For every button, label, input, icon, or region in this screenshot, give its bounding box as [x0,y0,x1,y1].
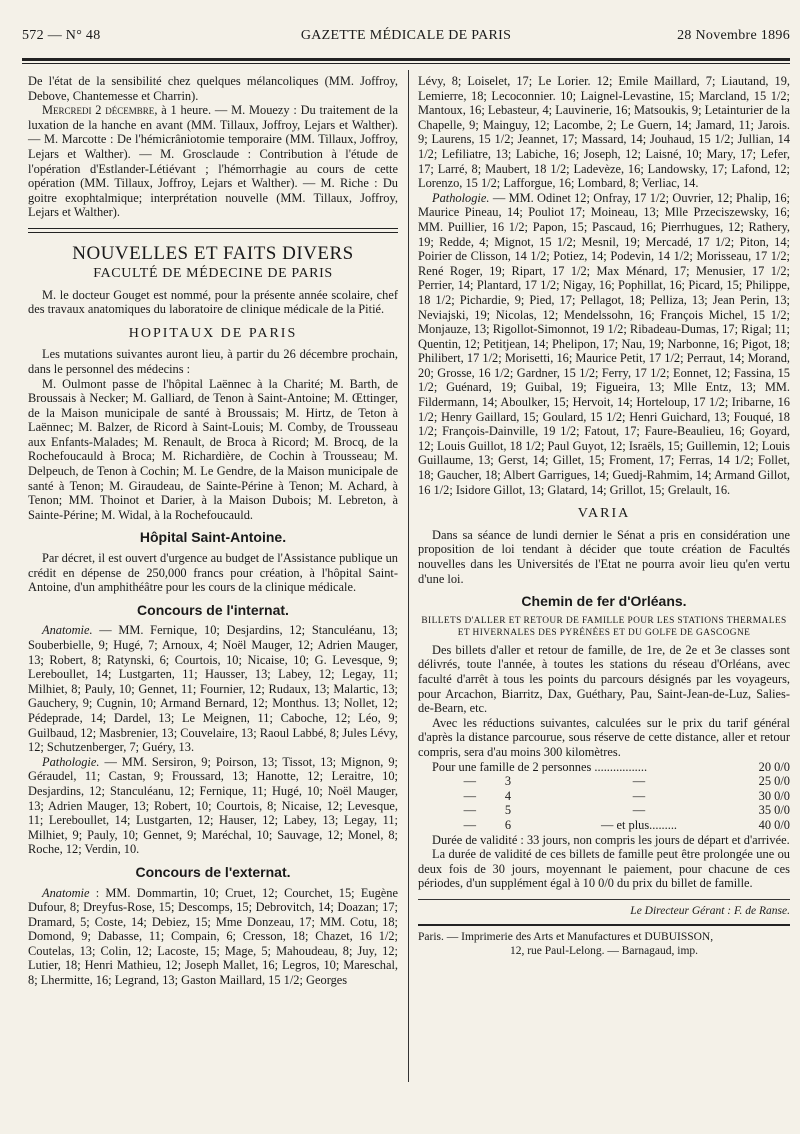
internat-pathologie [28,755,398,857]
fare-row: — 5 — 35 0/0 [463,803,790,818]
header-rule-thin [22,63,790,64]
faculty-paragraph: M. le docteur Gouget est nommé, pour la présente année scolaire, chef des travaux anatomiques du laboratoire de clinique médicale de la Pitié. [28,287,398,317]
section-double-rule [28,228,398,233]
director-signature: Le Directeur Gérant : F. de Ranse. [418,899,790,919]
orleans-subheading: BILLETS D'ALLER ET RETOUR DE FAMILLE POUR LES STATIONS THERMALES ET HIVERNALES DES PYRÉNÉES ET DU GOLFE DE GASCOGNE [421,615,787,638]
externat-continued: Lévy, 8; Loiselet, 17; Le Lorier. 12; Emile Maillard, 7; Liautand, 19, Lemierre, 18; Lecoconnier. 10; Laignel-Levastine, 15; Marcland, 15 1/2; Mantoux, 16; Lebasteur, 4; Lauvinerie, 16; Matsoukis, 9; Letainturier de la Chapelle, 9; Mainguy, 12; Lacombe, 2; Le Guern, 14; Jamard, 11; Jarois. 9; Laurens, 15 1/2; Jeannet, 17; Massard, 14; Jouhaud, 15 1/2; Jullian, 14 1/2; Lefiliatre, 13; Labiche, 16; Joseph, 12; Laisné, 10; Mary, 17; Lefer, 17; Larré, 8; Maubert, 18 1/2; Ladevèze, 16; Landowsky, 17; Lafond, 12; Lorenzo, 15 1/2; Lafforgue, 16; Lombard, 8; Verliac, 14. [418,74,790,191]
st-antoine-paragraph: Par décret, il est ouvert d'urgence au budget de l'Assistance publique un crédit en dépense de 250,000 francs pour création, à l'hôpital Saint-Antoine, d'un amphithéâtre pour les cours de la clinique médicale. [28,551,398,595]
internat-heading: Concours de l'internat. [137,601,289,618]
imprint-line-2: 12, rue Paul-Lelong. — Barnagaud, imp. [509,945,699,958]
fare-row: — 6 — et plus......... 40 0/0 [463,817,790,832]
orleans-paragraph-1: Des billets d'aller et retour de famille, de 1re, de 2e et 3e classes sont délivrés, toute l'année, à toutes les stations du réseau d'Orléans, avec faculté d'arrêt à tous les points du parcours désignés par les voyageurs, pour Arcachon, Biarritz, Dax, Guéthary, Pau, Saint-Jean-de-Luz, Salies-de-Bearn, etc. [418,642,790,716]
varia-paragraph: Dans sa séance de lundi dernier le Sénat a pris en considération une proposition de loi tendant à décider que toute création de Facultés nouvelles dans les Universités de l'Etat ne pourra avoir lieu qu'en vertu d'une loi. [418,527,790,586]
internat-anatomie-text: — MM. Fernique, 10; Desjardins, 12; Stanculéanu, 13; Souberbielle, 9; Hugé, 7; Arnoux, 4; Noël Mauger, 12; Adrien Mauger, 13; Robert, 8; Ratynski, 6; Courtois, 10; Nicaise, 10; G. Levesque, 9; Lereboullet, 14; Lustgarten, 11; Hausser, 13; Labey, 12; Legay, 11; Milhiet, 8; Pauly, 10; Gennet, 11; Fournier, 12; Rudaux, 13; Malartic, 13; Gauchery, 9; Cugnin, 10; Armand Bernard, 12; Monthus. 13; Nollet, 12; Pédeprade, 14; Dardel, 13; Le Meignen, 11; Caboche, 12; Léo, 9; Guilbaud, 12; Masbrenier, 13; Couvelaire, 13; Raoul Labbé, 8; Jules Lévy, 12; Schutzenberger, 7; Guéry, 13. [28,623,398,755]
validity-extension-paragraph: La durée de validité de ces billets de famille peut être prolongée une ou deux fois de 30 jours, moyennant le paiement, pour chacune de ces périodes, d'un supplément égal à 10 0/0 du prix du billet de famille. [418,847,790,891]
hopitaux-paragraph: M. Oulmont passe de l'hôpital Laënnec à la Charité; M. Barth, de Broussais à Necker; M. Galliard, de Tenon à Saint-Antoine; M. Œttinger, de la Maison municipale de santé à Broussais; M. Hirtz, de Teton à Laënnec; M. Balzer, de Ricord à Saint-Louis; M. Comby, de Trousseau aux Enfants-Malades; M. Renault, de Broca à Ricord; M. Brocq, de la Rochefoucauld à Broca; M. Richardière, de Cochin à Trousseau; M. Delpeuch, de Tenon à Cochin; M. Le Gendre, de la Maison municipale de santé à Tenon; M. Giraudeau, de Sainte-Périne à Tenon; M. Achard, à Tenon; MM. Thoinot et Darier, à la Maison Dubois; M. Lebreton, à Sainte-Périne; M. Widal, à la Rochefoucauld. [28,376,398,522]
fare-row: — 3 — 25 0/0 [463,774,790,789]
mercredi-text: , à 1 heure. — M. Mouezy : Du traitement de la luxation de la hanche en avant (MM. Tillaux, Joffroy, Lejars et Walther).— M. Marcotte : De l'hémicrâniotomie temporaire (MM. Tillaux, Joffroy, Lejars et Walther). — M. Grosclaude : Contribution à l'étude de l'opération d'Estlander-Létiévant ; l'hémorrhagie au cours de cette opération (MM. Tillaux, Joffroy, Lejars et Walther). — M. Riche : Du goitre exophtalmique; interprétation nouvelle (MM. Tillaux, Joffroy, Lejars et Walther). [28,103,398,220]
internat-pathologie-text: — MM. Sersiron, 9; Poirson, 13; Tissot, 13; Mignon, 9; Géraudel, 11; Castan, 9; Froussard, 13; Hanotte, 12; Leraitre, 10; Desjardins, 12; Stanculéanu, 12; Fernique, 11; Hugé, 10; Noël Mauger, 13; Adrien Mauger, 13; Robert, 10; Courtois, 8; Nicaise, 12; Levesque, 11; Lereboullet, 14; Lustgarten, 12; Hauser, 12; Labey, 13; Legay, 11; Milhiet, 9; Pauly, 10; Gennet, 9; Maréchal, 10; Sauvage, 12; Monel, 8; Roche, 12; Verdin, 10. [28,754,398,857]
externat-anatomie-label: Anatomie [42,885,90,900]
left-column [28,74,398,988]
mercredi-label: Mercredi 2 décembre [42,103,155,118]
externat-anatomie [28,886,398,988]
orleans-paragraph-2: Avec les réductions suivantes, calculées sur le prix du tarif général d'après la distance parcourue, sous réserve de cette distance, aller et retour compris, sera d'au moins 300 kilomètres. [418,715,790,759]
running-header [22,22,790,46]
fare-row: — 4 — 30 0/0 [463,788,790,803]
externat-pathologie-text: — MM. Odinet 12; Onfray, 17 1/2; Ouvrier, 12; Phalip, 16; Maurice Pineau, 14; Pouliot 17; Moineau, 13; Mlle Przeciszewsky, 16; MM. Puillier, 16 1/2; Papon, 15; Pascaud, 16; Pierrhugues, 12; Rathery, 19; Redde, 4; Mignot, 15 1/2; Mesnil, 19; Mercadé, 17 1/2; Piton, 14; Poirier de Clisson, 14 1/2; Potiez, 14; Podevin, 14 1/2; Morisseau, 17 1/2; René Roger, 19; Ripart, 17 1/2; Max Ménard, 17; Menusier, 17 1/2; Perrier, 14; Plantard, 17 1/2; Nigay, 16; Pophillat, 16; Picard, 15; Philippe, 18 1/2; Pichardie, 9; Pied, 17; Pellagot, 18; Pelliza, 13; Jean Perin, 13; Neviajski, 19; Nicolas, 12; Mendelssohn, 16; François Michel, 15 1/2; Monjauze, 13; Rigollot-Simonnot, 19 1/2; Ribadeau-Dumas, 17; Rigal; 11; Quentin, 12; Petitjean, 14; Phelipon, 17; Nau, 19; Narbonne, 16; Pigot, 18; Philibert, 17 1/2; Morisetti, 16; Maurice Petit, 17 1/2; Perraut, 14; Morand, 20; Grosse, 16 1/2; Gardner, 15 1/2; Ferry, 17 1/2; Eonnet, 12; Fassina, 15 1/2; Guénard, 19; Guibal, 19; Figueira, 13; Mlle Entz, 13; MM. Fildermann, 14; Aboulker, 15; Hervoit, 14; Horteloup, 17 1/2; Iribarne, 16 1/2; Henry Gaillard, 15; Goulard, 15 1/2; Henri Guichard, 13; Fouqué, 18 1/2; François-Dainville, 19 1/2; Fatout, 17; Faure-Beaulieu, 16; Goyard, 12; Louis Guillot, 18 1/2; Paul Guyot, 12; Israëls, 15; Guillemin, 12; Louis Guillaume, 13; Gerst, 14; Gillet, 15; Froment, 17; Ferras, 14 1/2; Follet, 18; Gaucher, 18; Albert Garrigues, 14; Guedj-Rahmim, 14; Armand Gillot, 16 1/2; Isidore Gillot, 13; Glatard, 14; Grillot, 15; Grelault, 16. [418,190,790,497]
fare-first-price: 20 0/0 [758,759,790,774]
column-separator [408,70,409,1082]
issue-date: 28 Novembre 1896 [677,28,790,43]
hopitaux-intro: Les mutations suivantes auront lieu, à partir du 26 décembre prochain, dans le personnel des médecins : [28,347,398,376]
faculty-heading: FACULTÉ DE MÉDECINE DE PARIS [93,265,333,281]
varia-heading: VARIA [577,506,631,522]
internat-anatomie [28,623,398,754]
externat-heading: Concours de l'externat. [135,863,291,880]
newspaper-page [22,22,790,1122]
externat-pathologie [418,191,790,497]
fare-first-text: Pour une famille de 2 personnes ................. [432,759,648,774]
externat-anatomie-text: : MM. Dommartin, 10; Cruet, 12; Courchet, 15; Eugène Dufour, 8; Dreyfus-Rose, 15; Descomps, 15; Debrovitch, 14; Doazan; 17; Dramard, 5; Coste, 14; Debiez, 15; Mme Donzeau, 17; MM. Cotu, 18; Domond, 9; Dabasse, 11; Compain, 6; Cresson, 18; Chazet, 16 1/2; Coutelas, 13; Colin, 12; Lacoste, 15; Mage, 5; Mahoudeau, 8; Juy, 12; Lutier, 18; Henri Mathieu, 12; Joseph Mallet, 16; Legros, 10; Mareschal, 8; Lhermitte, 16; Legrand, 13; Gaston Maillard, 15 1/2; Georges [28,885,398,988]
hopitaux-heading: HOPITAUX DE PARIS [128,325,298,341]
validity-paragraph: Durée de validité : 33 jours, non compris les jours de départ et d'arrivée. [432,832,790,847]
orleans-heading: Chemin de fer d'Orléans. [521,593,687,610]
imprint-line-1: Paris. — Imprimerie des Arts et Manufactures et DUBUISSON, [418,931,714,944]
intro-paragraph: De l'état de la sensibilité chez quelques mélancoliques (MM. Joffroy, Debove, Chantemesse et Charrin). [28,74,398,103]
journal-title: GAZETTE MÉDICALE DE PARIS [300,28,512,43]
section-title: NOUVELLES ET FAITS DIVERS [72,242,354,264]
page-number: 572 — N° 48 [22,28,101,43]
printer-imprint [418,924,790,958]
internat-pathologie-label: Pathologie. [42,754,100,769]
right-column [418,74,790,958]
internat-anatomie-label: Anatomie. [42,623,93,638]
header-rule-thick [22,58,790,61]
fare-row-first [432,760,790,775]
externat-pathologie-label: Pathologie. [432,190,490,205]
mercredi-paragraph [28,103,398,220]
st-antoine-heading: Hôpital Saint-Antoine. [139,529,287,546]
